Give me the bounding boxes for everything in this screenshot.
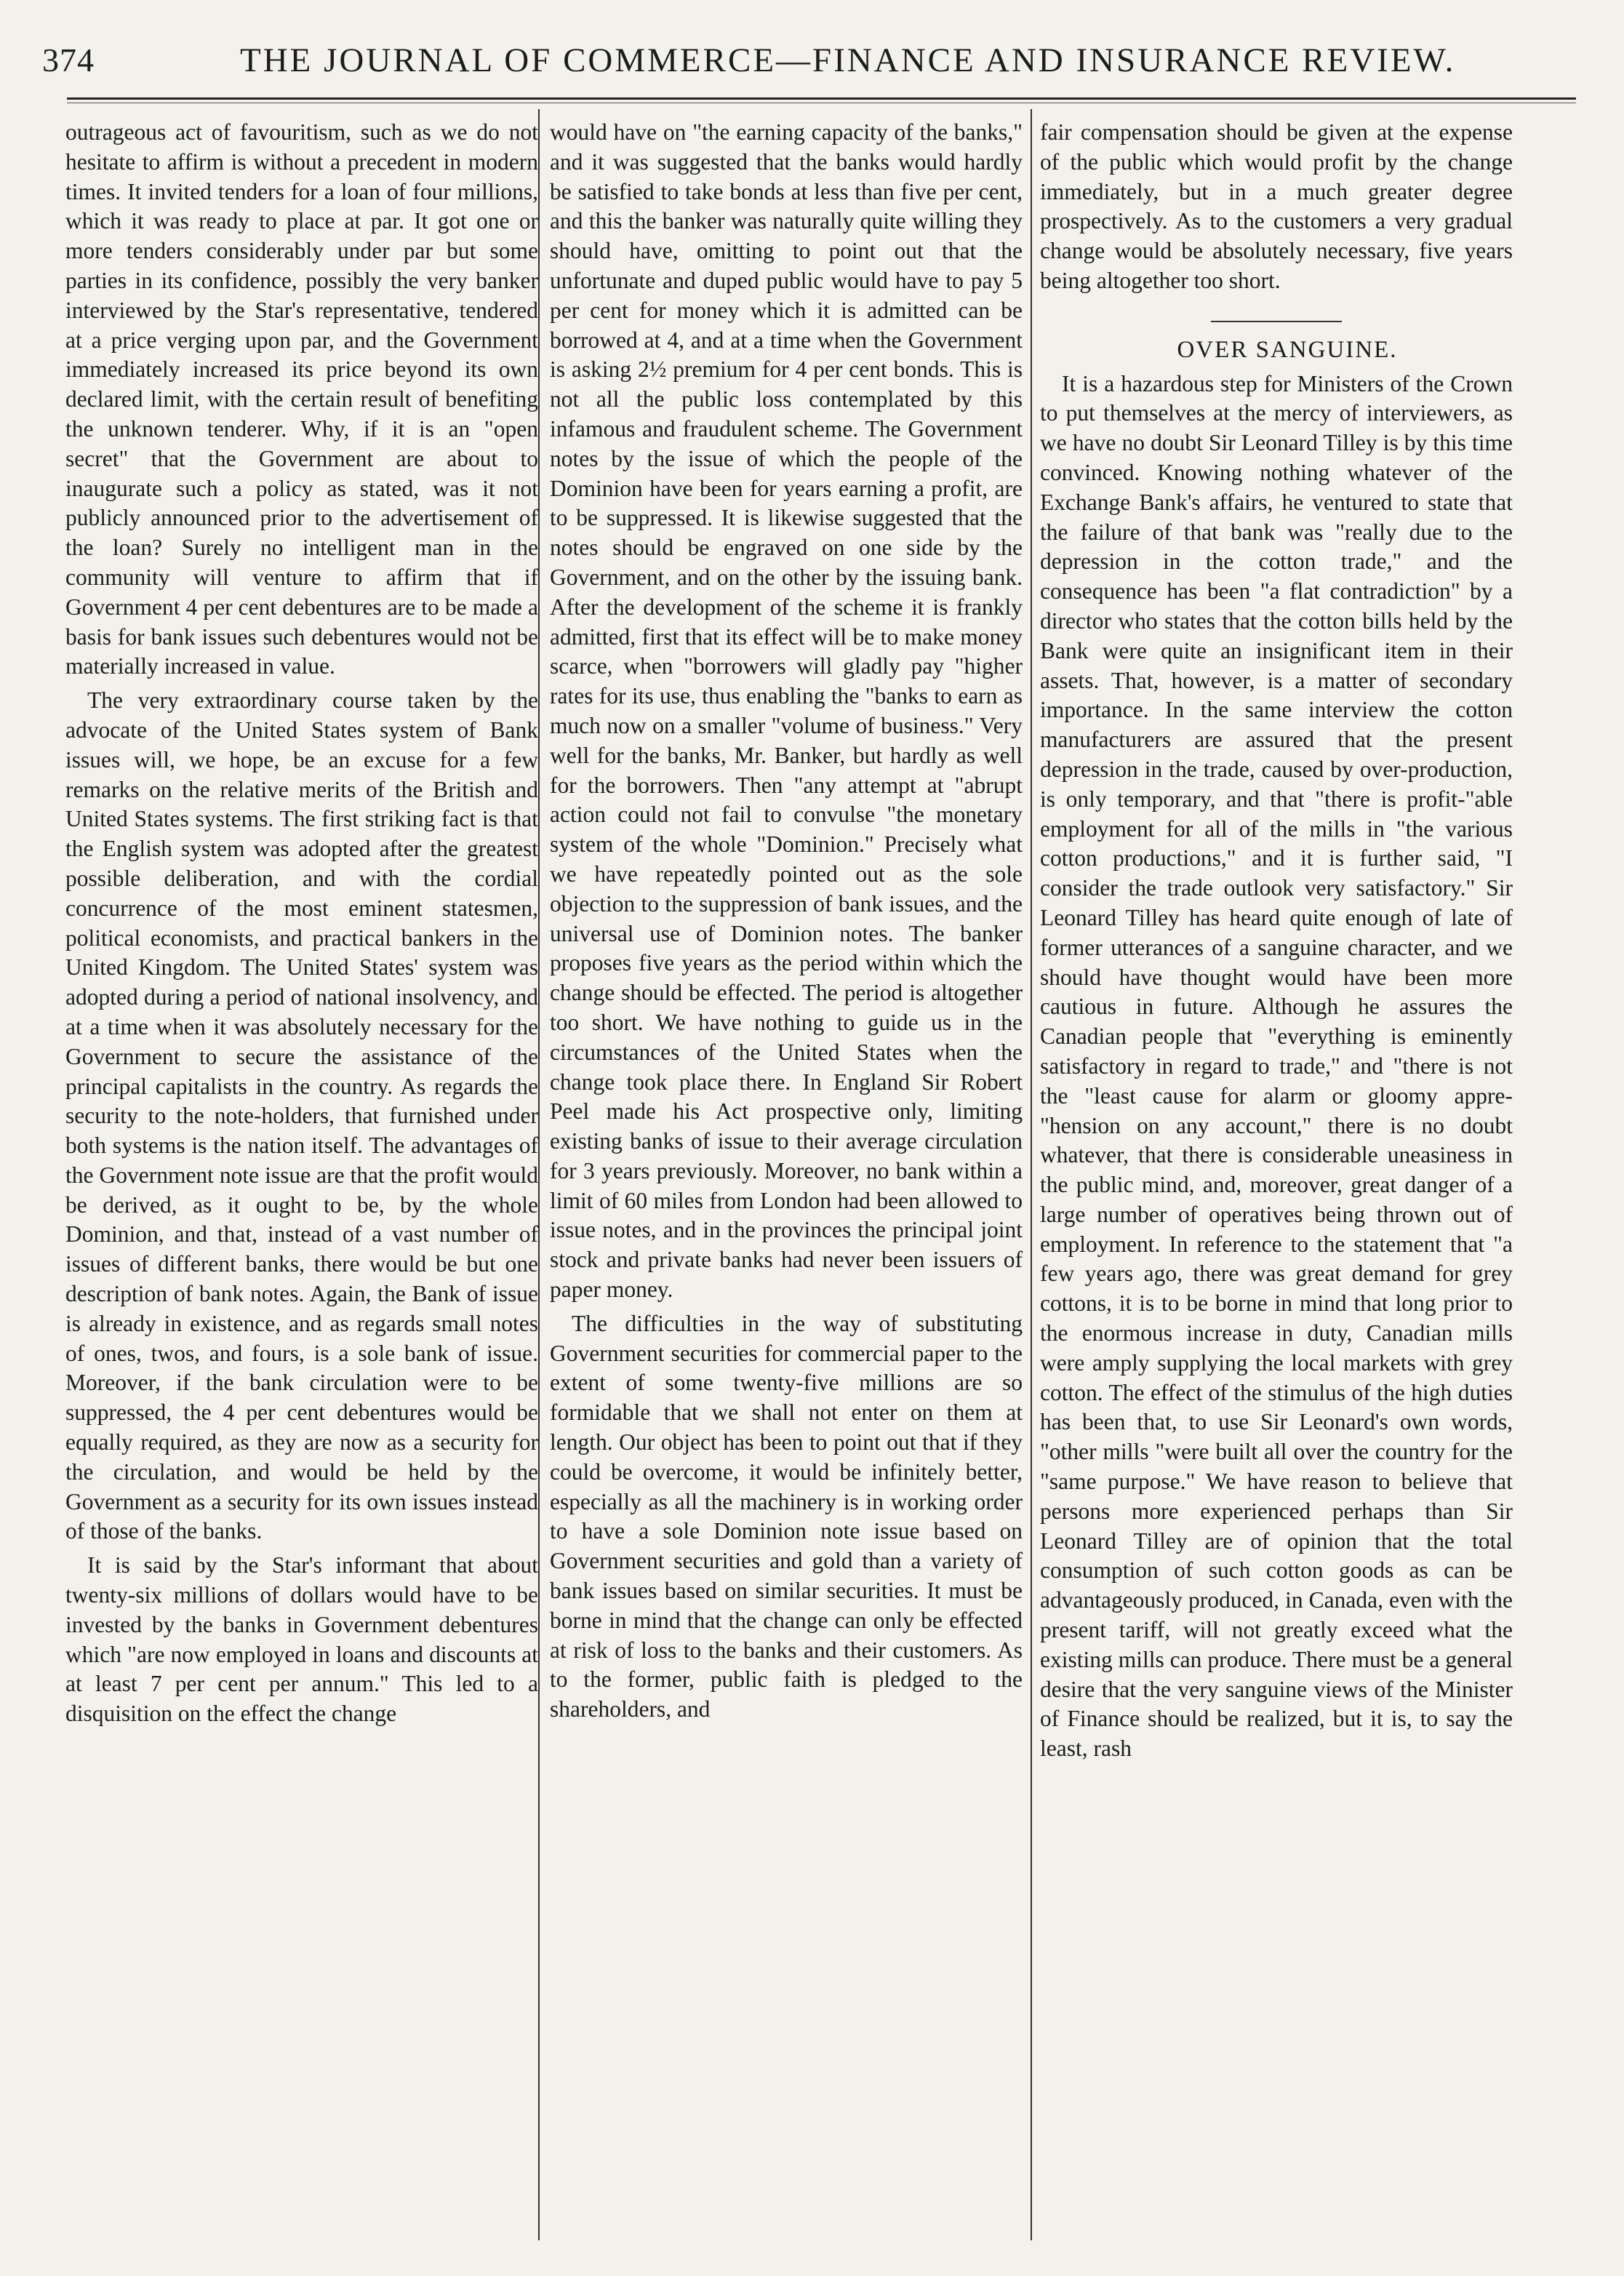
paragraph: outrageous act of favouritism, such as we do not hesitate to affirm is without a precedent in modern times. It invited tenders for a loan of four millions, which it was ready to place at par. It got one or more tenders considerably under par but some parties in its confidence, possibly the very banker interviewed by the Star's representative, tendered at a price verging upon par, and the Government immediately increased its price beyond its own declared limit, with the certain result of benefiting the unknown tenderer. Why, if it is an "open secret" that the Government are about to inaugurate such a policy as stated, was it not publicly announced prior to the advertisement of the loan? Surely no intelligent man in the community will venture to affirm that if Government 4 per cent debentures are to be made a basis for bank issues such debentures would not be materially increased in value.	[65, 119, 538, 679]
paragraph: fair compensation should be given at the expense of the public which would profit by the change immediately, but in a much greater degree prospectively. As to the customers a very gradual change would be absolutely necessary, five years being altogether too short.	[1040, 119, 1513, 293]
header-rule	[67, 97, 1576, 100]
column-divider	[1031, 109, 1032, 2240]
paragraph: It is a hazardous step for Ministers of the Crown to put themselves at the mercy of interviewers, as we have no doubt Sir Leonard Tilley is by this time convinced. Knowing nothing whatever of the Exchange Bank's affairs, he ventured to state that the failure of that bank was "really due to the depression in the cotton trade," and the consequence has been "a flat contradiction" by a director who states that the cotton bills held by the Bank were quite an insignificant item in their assets. That, however, is a matter of secondary importance. In the same interview the cotton manufacturers are assured that the present depression in the trade, caused by over-production, is only temporary, and that "there is profit-"able employment for all of the mills in "the various cotton productions," and it is further said, "I consider the trade outlook very satisfactory." Sir Leonard Tilley has heard quite enough of late of former utterances of a sanguine character, and we should have thought would have been more cautious in future. Although he assures the Canadian people that "everything is eminently satisfactory in regard to trade," and "there is not the "least cause for alarm or gloomy appre-"hension on any account," there is no doubt whatever, that there is considerable uneasiness in the public mind, and, moreover, great danger of a large number of operatives being thrown out of employment. In reference to the statement that "a few years ago, there was great demand for grey cottons, it is to be borne in mind that long prior to the enormous increase in duty, Canadian mills were amply supplying the local markets with grey cotton. The effect of the stimulus of the high duties has been that, to use Sir Leonard's own words, "other mills "were built all over the country for the "same purpose." We have reason to believe that persons more experienced perhaps than Sir Leonard Tilley are of opinion that the total consumption of such cotton goods as can be advantageously produced, in Canada, even with the present tariff, will not greatly exceed what the existing mills can produce. There must be a general desire that the very sanguine views of the Minister of Finance should be realized, but it is, to say the least, rash	[1040, 370, 1513, 1762]
section-rule	[1211, 321, 1342, 322]
paragraph: The difficulties in the way of substituting Government securities for commercial paper to the extent of some twenty-five millions are so formidable that we shall not enter on them at length. Our object has been to point out that if they could be overcome, it would be infinitely better, especially as all the machinery is in working order to have a sole Dominion note issue based on Government securities and gold than a variety of bank issues based on similar securities. It must be borne in mind that the change can only be effected at risk of loss to the banks and their customers. As to the former, public faith is pledged to the shareholders, and	[550, 1310, 1023, 1722]
paragraph: would have on "the earning capacity of the banks," and it was suggested that the banks would hardly be satisfied to take bonds at less than five per cent, and this the banker was naturally quite willing they should have, omitting to point out that the unfortunate and duped public would have to pay 5 per cent for money which it is admitted can be borrowed at 4, and at a time when the Government is asking 2½ premium for 4 per cent bonds. This is not all the public loss contemplated by this infamous and fraudulent scheme. The Government notes by the issue of which the people of the Dominion have been for years earning a profit, are to be suppressed. It is likewise suggested that the notes should be engraved on one side by the Government, and on the other by the issuing bank. After the development of the scheme it is frankly admitted, first that its effect will be to make money scarce, when "borrowers will gladly pay "higher rates for its use, thus enabling the "banks to earn as much now on a smaller "volume of business." Very well for the banks, Mr. Banker, but hardly as well for the borrowers. Then "any attempt at "abrupt action could not fail to convulse "the monetary system of the whole "Dominion." Precisely what we have repeatedly pointed out as the sole objection to the suppression of bank issues, and the universal use of Dominion notes. The banker proposes five years as the period within which the change should be effected. The period is altogether too short. We have nothing to guide us in the circumstances of the United States when the change took place there. In England Sir Robert Peel made his Act prospective only, limiting existing banks of issue to their average circulation for 3 years previously. Moreover, no bank within a limit of 60 miles from London had been allowed to issue notes, and in the provinces the principal joint stock and private banks had never been issuers of paper money.	[550, 119, 1023, 1303]
column-2	[550, 118, 1023, 2249]
column-divider	[538, 109, 540, 2240]
paragraph: The very extraordinary course taken by the advocate of the United States system of Bank issues will, we hope, be an excuse for a few remarks on the relative merits of the British and United States systems. The first striking fact is that the English system was adopted after the greatest possible deliberation, and with the cordial concurrence of the most eminent statesmen, political economists, and practical bankers in the United Kingdom. The United States' system was adopted during a period of national insolvency, and at a time when it was absolutely necessary for the Government to secure the assistance of the principal capitalists in the country. As regards the security to the note-holders, that furnished under both systems is the nation itself. The advantages of the Government note issue are that the profit would be derived, as it ought to be, by the whole Dominion, and that, instead of a vast number of issues of different banks, there would be but one description of bank notes. Again, the Bank of issue is already in existence, and as regards small notes of ones, twos, and fours, is a sole bank of issue. Moreover, if the bank circulation were to be suppressed, the 4 per cent debentures would be equally required, as they are now as a security for the circulation, and would be held by the Government as a security for its own issues instead of those of the banks.	[65, 687, 538, 1544]
column-1	[65, 118, 538, 2249]
running-head: THE JOURNAL OF COMMERCE—FINANCE AND INSURANCE REVIEW.	[240, 41, 1456, 79]
paragraph: It is said by the Star's informant that about twenty-six millions of dollars would have to be invested by the banks in Government debentures which "are now employed in loans and discounts at at least 7 per cent per annum." This led to a disquisition on the effect the change	[65, 1552, 538, 1727]
page-number: 374	[42, 41, 95, 79]
column-3	[1040, 118, 1513, 2249]
section-title: OVER SANGUINE.	[1177, 336, 1398, 363]
